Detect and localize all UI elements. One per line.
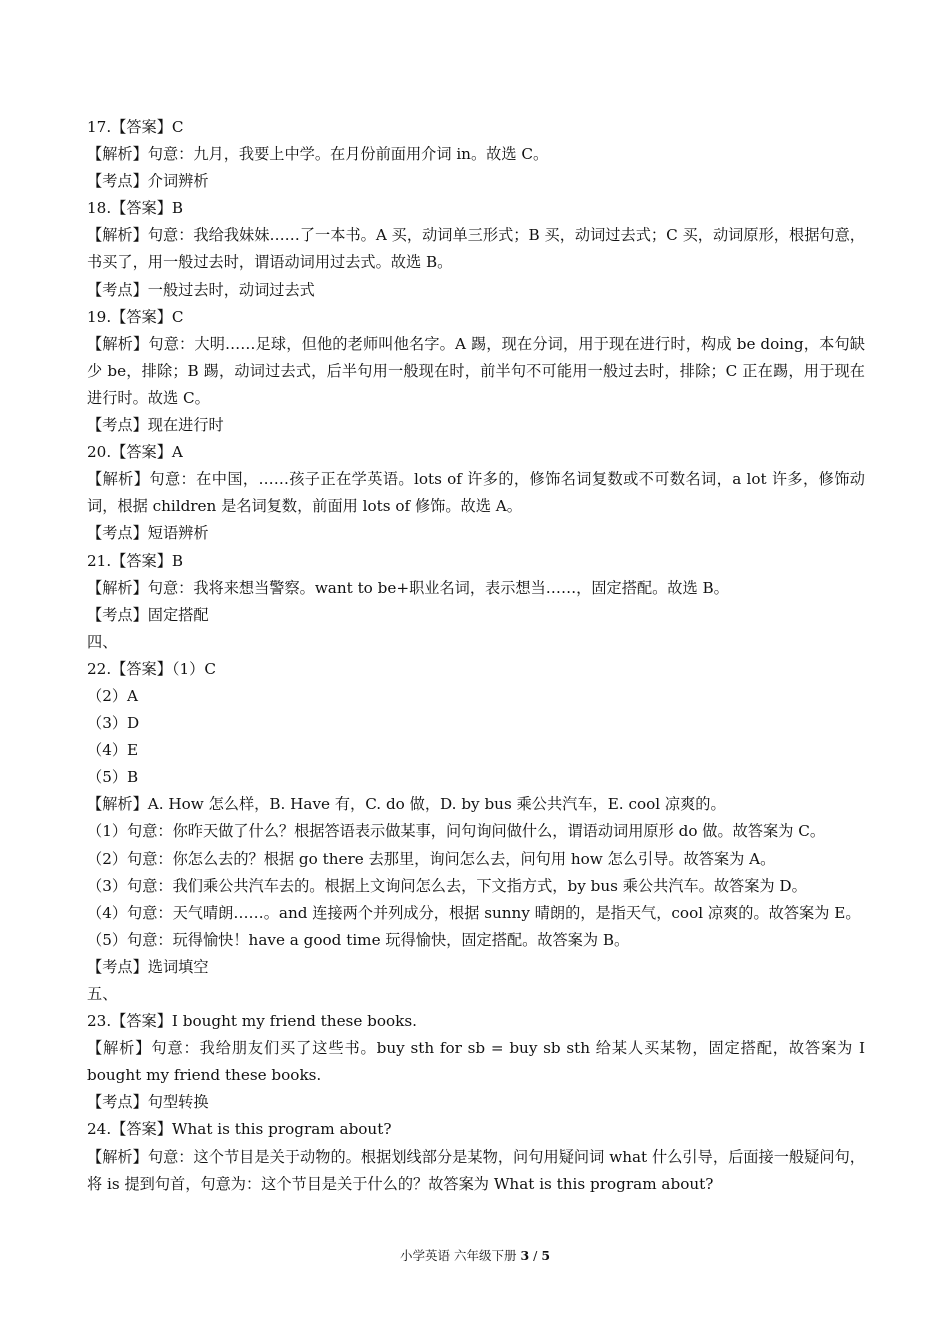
answer-19: 19.【答案】C xyxy=(87,307,184,326)
analysis-23: 【解析】句意：我给朋友们买了这些书。buy sth for sb = buy sb sth 给某人买某物，固定搭配，故答案为 I bought my friend these books. xyxy=(87,1039,865,1085)
footer-separator: / xyxy=(533,1248,538,1263)
answer-content xyxy=(87,114,865,1198)
footer-course-label: 小学英语 六年级下册 xyxy=(399,1248,517,1263)
answer-17: 17.【答案】C xyxy=(87,118,184,136)
answer-21: 21.【答案】B xyxy=(87,551,184,570)
page-footer xyxy=(0,1246,950,1264)
analysis-22-5: （5）句意：玩得愉快！have a good time 玩得愉快，固定搭配。故答案为 B。 xyxy=(87,930,630,949)
analysis-20: 【解析】句意：在中国，……孩子正在学英语。lots of 许多的，修饰名词复数或不可数名词，a lot 许多，修饰动词，根据 children 是名词复数，前面用 lots of 修饰。故选 A。 xyxy=(87,470,865,516)
analysis-19: 【解析】句意：大明……足球，但他的老师叫他名字。A 踢，现在分词，用于现在进行时，构成 be doing，本句缺少 be，排除；B 踢，动词过去式，后半句用一般现在时，前半句不可能用一般过去时，排除；C 正在踢，用于现在进行时。故选 C。 xyxy=(87,334,865,407)
topic-19: 【考点】现在进行时 xyxy=(87,416,224,435)
topic-18: 【考点】一般过去时，动词过去式 xyxy=(87,280,315,299)
answer-24: 24.【答案】What is this program about? xyxy=(87,1120,392,1139)
topic-23: 【考点】句型转换 xyxy=(87,1093,209,1112)
topic-21: 【考点】固定搭配 xyxy=(87,605,209,624)
analysis-17: 【解析】句意：九月，我要上中学。在月份前面用介词 in。故选 C。 xyxy=(87,145,549,164)
answer-22-3: （3）D xyxy=(87,714,140,733)
footer-page-number: 3 xyxy=(520,1248,530,1263)
section-four-heading: 四、 xyxy=(87,632,118,651)
analysis-18: 【解析】句意：我给我妹妹……了一本书。A 买，动词单三形式；B 买，动词过去式；C 买，动词原形，根据句意，书买了，用一般过去时，谓语动词用过去式。故选 B。 xyxy=(87,226,865,272)
topic-20: 【考点】短语辨析 xyxy=(87,524,209,543)
analysis-22-1: （1）句意：你昨天做了什么？根据答语表示做某事，问句询问做什么，谓语动词用原形 do 做。故答案为 C。 xyxy=(87,822,826,841)
answer-20: 20.【答案】A xyxy=(87,443,183,462)
answer-23: 23.【答案】I bought my friend these books. xyxy=(87,1012,417,1031)
answer-18: 18.【答案】B xyxy=(87,199,184,218)
topic-17: 【考点】介词辨析 xyxy=(87,172,209,191)
answer-22-5: （5）B xyxy=(87,768,139,787)
analysis-24: 【解析】句意：这个节目是关于动物的。根据划线部分是某物，问句用疑问词 what 什么引导，后面接一般疑问句，将 is 提到句首，句意为：这个节目是关于什么的？故答案为 What is this program about? xyxy=(87,1147,865,1193)
answer-22-1: 22.【答案】（1）C xyxy=(87,659,216,678)
section-five-heading: 五、 xyxy=(87,985,118,1003)
analysis-22-4: （4）句意：天气晴朗……。and 连接两个并列成分，根据 sunny 晴朗的，是指天气，cool 凉爽的。故答案为 E。 xyxy=(87,903,861,922)
analysis-21: 【解析】句意：我将来想当警察。want to be+职业名词，表示想当……，固定搭配。故选 B。 xyxy=(87,578,729,597)
analysis-22-2: （2）句意：你怎么去的？根据 go there 去那里，询问怎么去，问句用 how 怎么引导。故答案为 A。 xyxy=(87,849,776,868)
analysis-22: 【解析】A. How 怎么样，B. Have 有，C. do 做，D. by bus 乘公共汽车，E. cool 凉爽的。 xyxy=(87,795,726,814)
answer-22-4: （4）E xyxy=(87,741,139,760)
topic-22: 【考点】选词填空 xyxy=(87,957,209,976)
analysis-22-3: （3）句意：我们乘公共汽车去的。根据上文询问怎么去，下文指方式，by bus 乘公共汽车。故答案为 D。 xyxy=(87,876,807,895)
answer-22-2: （2）A xyxy=(87,686,139,705)
footer-total-pages: 5 xyxy=(541,1248,551,1263)
